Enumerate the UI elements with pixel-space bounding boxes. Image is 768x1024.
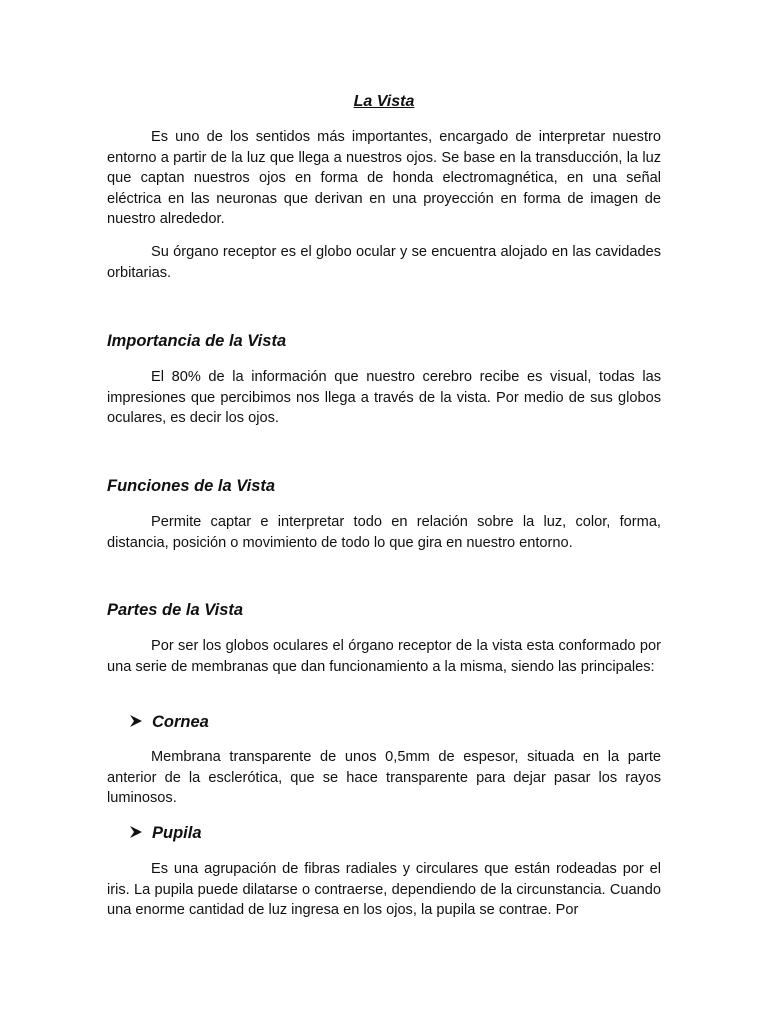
part-text-cornea: Membrana transparente de unos 0,5mm de espesor, situada en la parte anterior de la esclerótica, que se hace transparente para dejar pasar los rayos luminosos.	[107, 749, 661, 807]
part-text-pupila: Es una agrupación de fibras radiales y circulares que están rodeadas por el iris. La pupila puede dilatarse o contraerse, dependiendo de la circunstancia. Cuando una enorme cantidad de luz ingresa en los ojos, la pupila se contrae. Por	[107, 861, 661, 919]
section-heading-partes: Partes de la Vista	[107, 601, 244, 619]
part-label-pupila: Pupila	[152, 824, 202, 842]
part-label-cornea: Cornea	[152, 713, 209, 731]
part-heading-pupila	[129, 822, 202, 844]
intro-paragraph-2: Su órgano receptor es el globo ocular y se encuentra alojado en las cavidades orbitarias.	[107, 244, 661, 281]
arrow-bullet-icon	[129, 825, 143, 839]
section-text-partes: Por ser los globos oculares el órgano receptor de la vista esta conformado por una serie de membranas que dan funcionamiento a la misma, siendo las principales:	[107, 638, 661, 675]
part-heading-cornea	[129, 711, 209, 733]
intro-paragraph-1: Es uno de los sentidos más importantes, encargado de interpretar nuestro entorno a partir de la luz que llega a nuestros ojos. Se base en la transducción, la luz que captan nuestros ojos en forma de honda electromagnética, en una señal eléctrica en las neuronas que derivan en una proyección en forma de imagen de nuestro alrededor.	[107, 129, 661, 228]
section-heading-funciones: Funciones de la Vista	[107, 477, 276, 495]
section-text-importancia: El 80% de la información que nuestro cerebro recibe es visual, todas las impresiones que percibimos nos llega a través de la vista. Por medio de sus globos oculares, es decir los ojos.	[107, 369, 661, 427]
section-heading-importancia: Importancia de la Vista	[107, 332, 287, 350]
section-text-funciones: Permite captar e interpretar todo en relación sobre la luz, color, forma, distancia, posición o movimiento de todo lo que gira en nuestro entorno.	[107, 514, 661, 551]
document-title: La Vista	[353, 93, 415, 110]
arrow-bullet-icon	[129, 714, 143, 728]
